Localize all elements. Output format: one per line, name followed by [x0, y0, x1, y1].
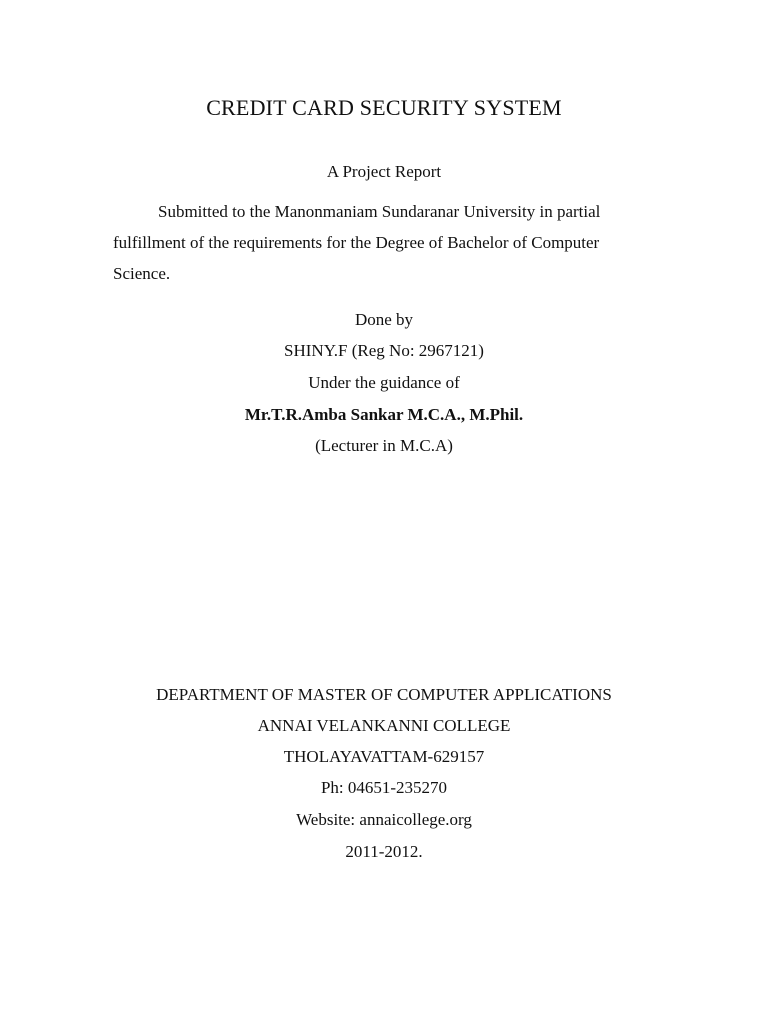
submission-line-1: Submitted to the Manonmaniam Sundaranar University in partial — [158, 202, 601, 221]
guide-role: (Lecturer in M.C.A) — [315, 436, 453, 455]
college-location: THOLAYAVATTAM-629157 — [283, 747, 485, 766]
submission-line-2: fulfillment of the requirements for the Degree of Bachelor of Computer — [113, 233, 600, 252]
guide-name: Mr.T.R.Amba Sankar M.C.A., M.Phil. — [244, 405, 524, 424]
student-name: SHINY.F (Reg No: 2967121) — [284, 341, 484, 360]
guidance-label: Under the guidance of — [308, 373, 460, 392]
submission-paragraph — [113, 196, 633, 289]
college-website: Website: annaicollege.org — [296, 810, 472, 829]
done-by-label: Done by — [354, 310, 414, 329]
report-subtitle: A Project Report — [326, 162, 442, 181]
college-name: ANNAI VELANKANNI COLLEGE — [257, 716, 511, 735]
college-phone: Ph: 04651-235270 — [320, 778, 448, 797]
department-name: DEPARTMENT OF MASTER OF COMPUTER APPLICATIONS — [156, 685, 612, 704]
academic-year: 2011-2012. — [345, 842, 423, 861]
submission-line-3: Science. — [113, 264, 171, 283]
report-title: CREDIT CARD SECURITY SYSTEM — [206, 95, 562, 120]
